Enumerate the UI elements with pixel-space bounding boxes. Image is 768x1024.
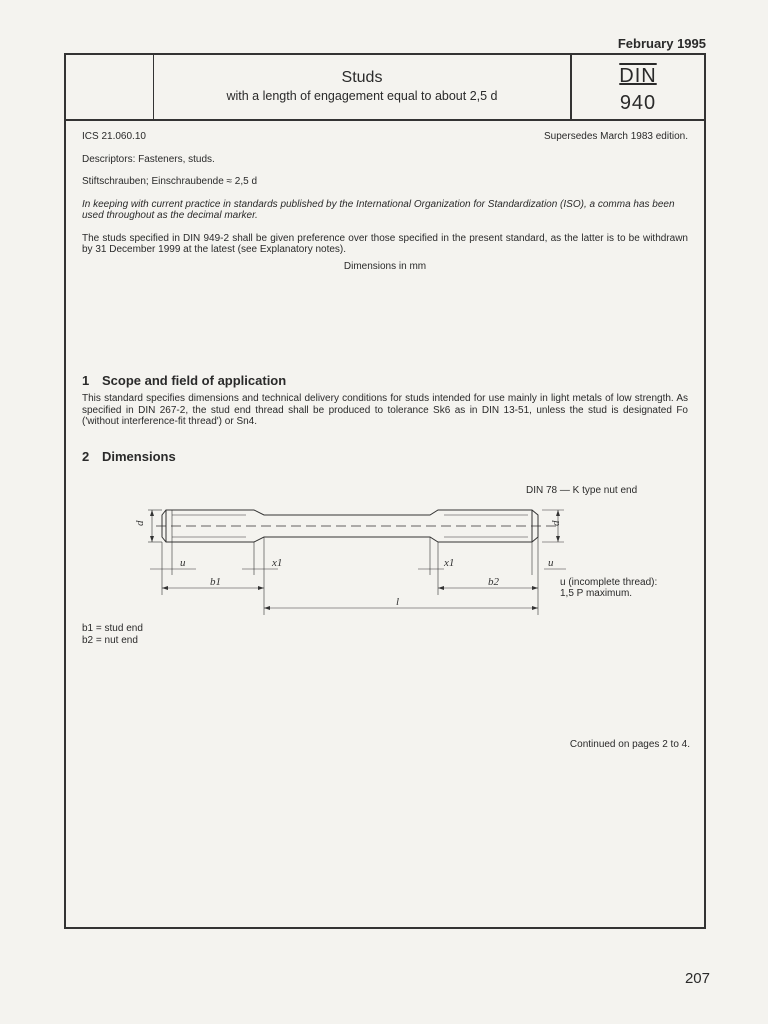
- section-2-number: 2: [82, 449, 90, 464]
- l-label: l: [396, 596, 400, 608]
- legend: [82, 623, 143, 647]
- d-label-left: d: [134, 520, 146, 526]
- din-label: DIN: [619, 65, 657, 87]
- u-incomplete-thread-note: [560, 577, 657, 599]
- document-date: February 1995: [617, 36, 706, 51]
- page-frame: [64, 53, 706, 929]
- din-number: 940: [619, 92, 657, 114]
- u-label-right: u: [548, 557, 554, 569]
- d-label-right: d: [550, 520, 562, 526]
- preference-note: The studs specified in DIN 949-2 shall be given preference over those specified in the present standard, as the latter is to be withdrawn by 31 December 1999 at the latest (see Explanatory notes).: [82, 232, 688, 255]
- continued-note: Continued on pages 2 to 4.: [569, 739, 690, 750]
- u-info-line-1: u (incomplete thread):: [560, 577, 658, 588]
- section-1-number: 1: [82, 373, 90, 388]
- dimensions-note: Dimensions in mm: [343, 261, 427, 272]
- document-subtitle: with a length of engagement equal to about 2,5 d: [226, 89, 498, 103]
- legend-b2: b2 = nut end: [82, 635, 138, 646]
- u-label-left: u: [180, 557, 186, 569]
- ics-code: ICS 21.060.10: [82, 131, 146, 142]
- u-info-line-2: 1,5 P maximum.: [560, 588, 633, 599]
- legend-b1: b1 = stud end: [82, 623, 143, 634]
- section-1-heading: Scope and field of application: [102, 373, 287, 388]
- section-2-heading: Dimensions: [102, 449, 176, 464]
- x1-label-right: x1: [444, 557, 455, 569]
- b2-label: b2: [488, 576, 499, 588]
- descriptors: Descriptors: Fasteners, studs.: [82, 153, 215, 165]
- iso-note: In keeping with current practice in standards published by the International Organization for Standardization (ISO), a comma has been used throughout as the decimal marker.: [82, 198, 675, 221]
- supersedes-note: Supersedes March 1983 edition.: [544, 131, 688, 142]
- x1-label-left: x1: [272, 557, 283, 569]
- b1-label: b1: [210, 576, 221, 588]
- section-1-text: This standard specifies dimensions and technical delivery conditions for studs intended for use mainly in light metals of low strength. As specified in DIN 267-2, the stud end thread shall be produced to tolerance Sk6 as in DIN 13-51, unless the stud is designated Fo ('without interference-fit thread') or Sn4.: [82, 393, 688, 427]
- nut-end-label: DIN 78 — K type nut end: [526, 485, 638, 496]
- german-title: Stiftschrauben; Einschraubende ≈ 2,5 d: [82, 176, 258, 187]
- page-number: 207: [684, 970, 710, 987]
- document-title: Studs: [341, 69, 383, 86]
